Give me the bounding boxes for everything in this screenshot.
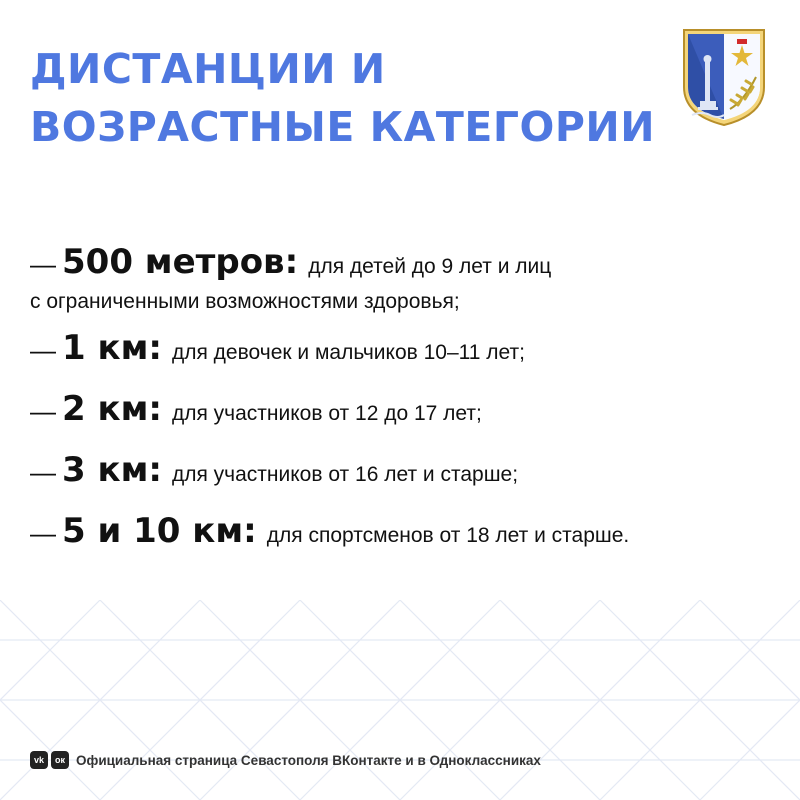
dash: — [30, 249, 56, 279]
grid-background [0, 600, 800, 800]
title-line-1: ДИСТАНЦИИ И [30, 45, 386, 93]
list-item [30, 389, 790, 429]
footer-text: Официальная страница Севастополя ВКонтакте и в Одноклассниках [76, 752, 541, 768]
dash: — [30, 518, 56, 548]
category-text-continued: с ограниченными возможностями здоровья; [30, 290, 460, 313]
distance-label: 2 км: [62, 389, 162, 429]
distance-label: 3 км: [62, 450, 162, 490]
category-text: для детей до 9 лет и лиц [308, 255, 552, 278]
category-text: для девочек и мальчиков 10–11 лет; [171, 341, 525, 364]
dash: — [30, 335, 56, 365]
category-text: для спортсменов от 18 лет и старше. [266, 524, 630, 547]
dash: — [30, 457, 56, 487]
category-text: для участников от 16 лет и старше; [171, 463, 519, 486]
category-text: для участников от 12 до 17 лет; [171, 402, 482, 425]
distance-label: 500 метров: [62, 242, 299, 282]
footer [30, 751, 541, 769]
page-title [30, 40, 655, 156]
list-item [30, 242, 790, 282]
distance-list [30, 242, 790, 572]
sevastopol-coat-of-arms-icon [680, 27, 768, 127]
distance-label: 5 и 10 км: [62, 511, 257, 551]
title-line-2: ВОЗРАСТНЫЕ КАТЕГОРИИ [30, 103, 656, 151]
list-item [30, 328, 790, 368]
odnoklassniki-icon[interactable]: ок [51, 751, 69, 769]
dash: — [30, 396, 56, 426]
list-item [30, 450, 790, 490]
list-item [30, 511, 790, 551]
distance-label: 1 км: [62, 328, 162, 368]
vk-icon[interactable]: vk [30, 751, 48, 769]
